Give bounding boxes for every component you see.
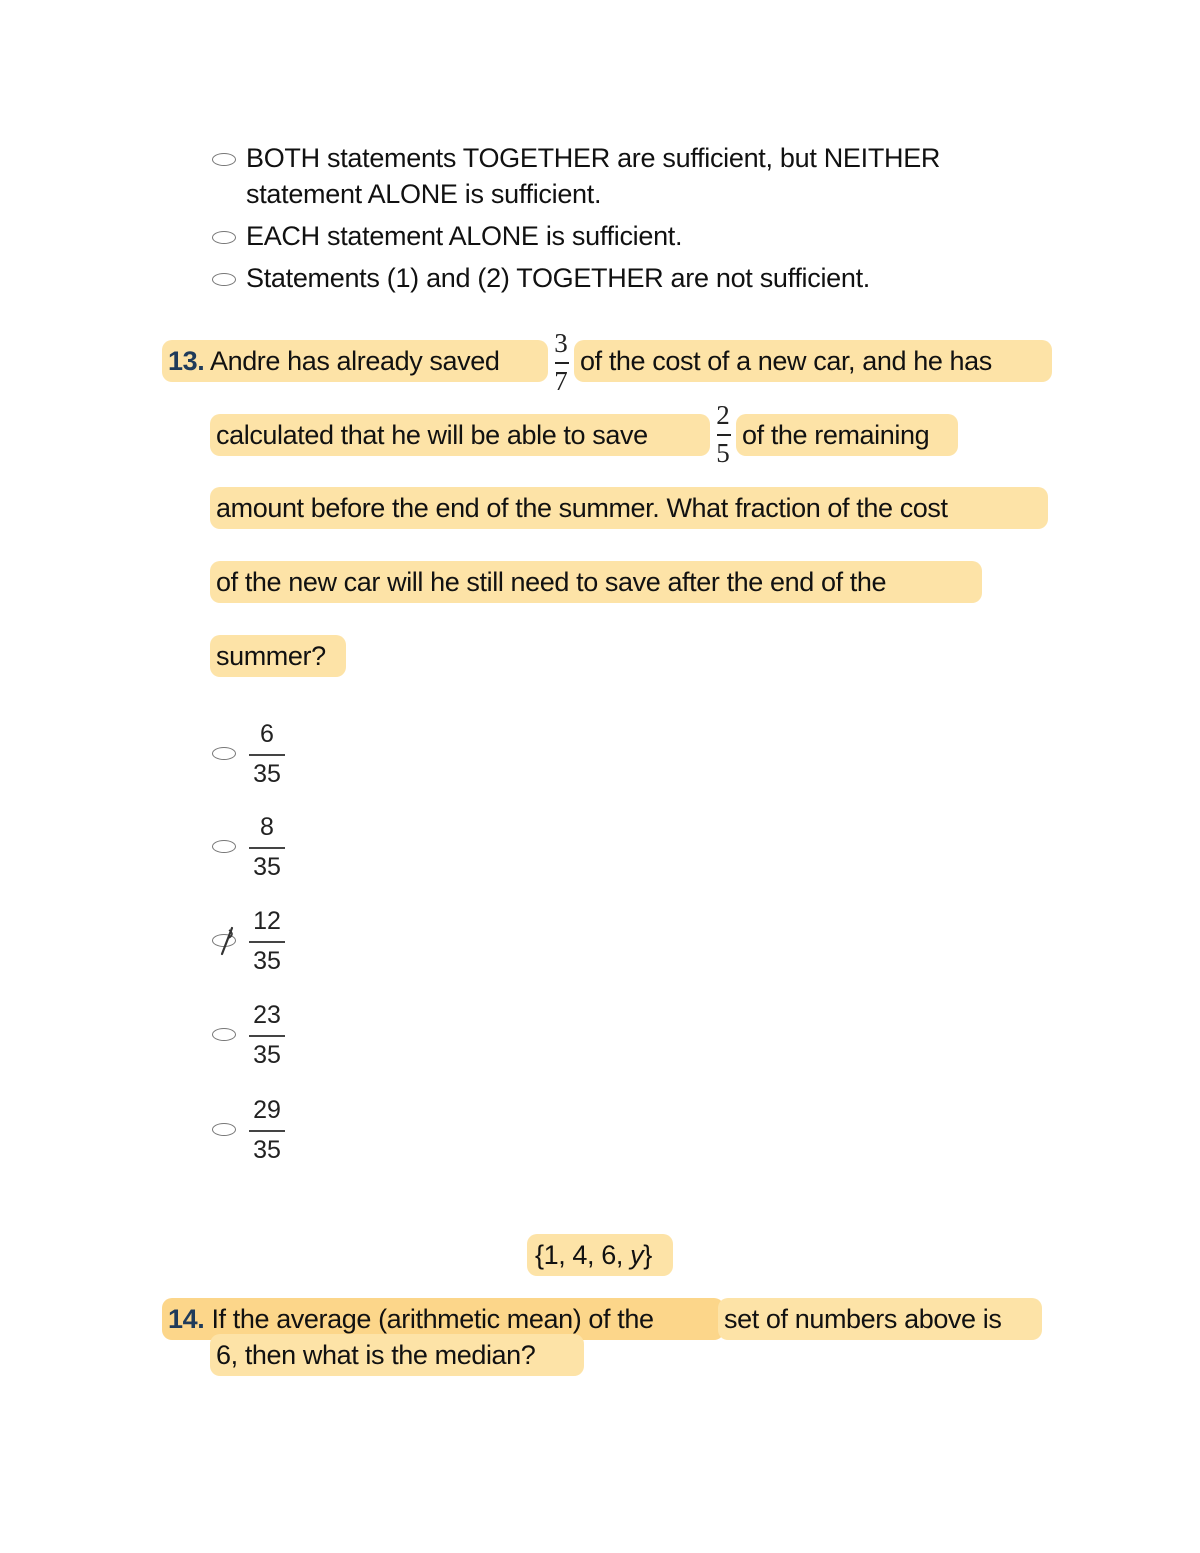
fraction-bar [555, 362, 569, 364]
radio-button-choice-d[interactable] [212, 1028, 236, 1041]
option-e-text: Statements (1) and (2) TOGETHER are not sufficient. [246, 263, 870, 293]
choice-denominator: 35 [253, 1041, 281, 1069]
fraction-denominator: 5 [716, 438, 730, 468]
fraction-bar [249, 754, 285, 756]
question-number: 14. [168, 1304, 205, 1334]
radio-button-choice-b[interactable] [212, 840, 236, 853]
fraction-bar [249, 1035, 285, 1037]
question-14-line2 [210, 1334, 584, 1376]
radio-button-choice-a[interactable] [212, 747, 236, 760]
choice-denominator: 35 [253, 853, 281, 881]
option-c-text-line2: statement ALONE is sufficient. [246, 179, 602, 209]
question-13-line3 [210, 487, 1048, 529]
choice-numerator: 12 [253, 907, 281, 935]
fraction-numerator: 3 [554, 328, 568, 358]
question-13-text-d: of the remaining [742, 420, 930, 450]
question-13-line4 [210, 561, 982, 603]
question-14-text-a: If the average (arithmetic mean) of the [211, 1304, 654, 1334]
question-14-text-c: 6, then what is the median? [216, 1340, 536, 1370]
question-13-line1-end [574, 340, 1052, 382]
set-close-text: } [643, 1240, 652, 1270]
choice-numerator: 6 [260, 720, 274, 748]
radio-button-choice-e[interactable] [212, 1123, 236, 1136]
question-13-line2-start [210, 414, 710, 456]
fraction-numerator: 2 [716, 400, 730, 430]
question-13-text-f: of the new car will he still need to save after the end of the [216, 567, 887, 597]
fraction-bar [249, 1130, 285, 1132]
fraction-bar [249, 941, 285, 943]
question-13-text-e: amount before the end of the summer. What fraction of the cost [216, 493, 948, 523]
fraction-denominator: 7 [554, 366, 568, 396]
question-14-text-b: set of numbers above is [724, 1304, 1002, 1334]
question-14-line1-end [718, 1298, 1042, 1340]
radio-button-option-e[interactable] [212, 273, 236, 286]
radio-button-option-d[interactable] [212, 231, 236, 244]
number-set-display [527, 1234, 673, 1276]
question-13-text-a: Andre has already saved [209, 346, 500, 376]
option-d-text: EACH statement ALONE is sufficient. [246, 221, 683, 251]
choice-numerator: 23 [253, 1001, 281, 1029]
set-open-text: {1, 4, 6, [535, 1240, 631, 1270]
radio-button-option-c[interactable] [212, 153, 236, 166]
question-13-line5 [210, 635, 346, 677]
question-number: 13. [168, 346, 205, 376]
choice-denominator: 35 [253, 1136, 281, 1164]
choice-numerator: 29 [253, 1096, 281, 1124]
question-13-line1-start [162, 340, 548, 382]
choice-denominator: 35 [253, 760, 281, 788]
option-c-text-line1: BOTH statements TOGETHER are sufficient, but NEITHER [246, 143, 941, 173]
set-variable: y [630, 1240, 644, 1270]
question-13-line2-end [736, 414, 958, 456]
choice-denominator: 35 [253, 947, 281, 975]
question-13-text-c: calculated that he will be able to save [216, 420, 648, 450]
fraction-bar [249, 847, 285, 849]
question-13-text-g: summer? [216, 641, 326, 671]
question-13-text-b: of the cost of a new car, and he has [580, 346, 992, 376]
fraction-bar [717, 434, 731, 436]
checkmark-slash-icon [211, 922, 241, 962]
choice-numerator: 8 [260, 813, 274, 841]
